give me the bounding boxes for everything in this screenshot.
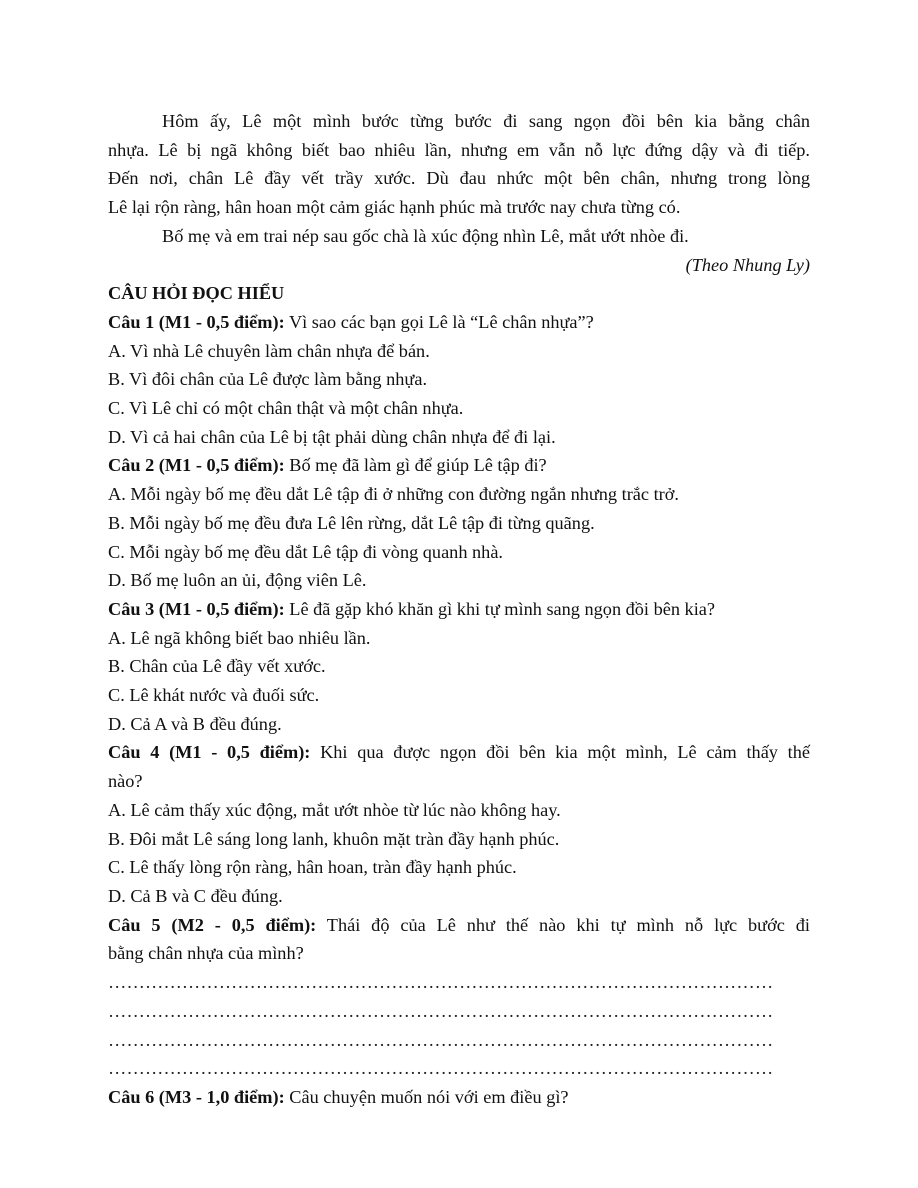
option-4d: D. Cả B và C đều đúng. bbox=[108, 885, 283, 906]
answer-line-1[interactable]: ……………………………………………………………………………………………… bbox=[108, 972, 774, 993]
question-label: Câu 2 (M1 - 0,5 điểm): bbox=[108, 455, 285, 476]
question-text: Lê đã gặp khó khăn gì khi tự mình sang ngọn đồi bên kia? bbox=[284, 598, 715, 619]
passage-line-4: Lê lại rộn ràng, hân hoan một cảm giác hạnh phúc mà trước nay chưa từng có. bbox=[108, 197, 681, 218]
passage-line-1: Hôm ấy, Lê một mình bước từng bước đi sang ngọn đồi bên kia bằng chân bbox=[162, 111, 810, 131]
answer-line-2[interactable]: ……………………………………………………………………………………………… bbox=[108, 1000, 774, 1021]
option-4a: A. Lê cảm thấy xúc động, mắt ướt nhòe từ lúc nào không hay. bbox=[108, 799, 561, 820]
passage-source: (Theo Nhung Ly) bbox=[685, 254, 810, 275]
passage-line-3: Đến nơi, chân Lê đầy vết trầy xước. Dù đau nhức một bên chân, nhưng trong lòng bbox=[108, 168, 810, 189]
option-1b: B. Vì đôi chân của Lê được làm bằng nhựa. bbox=[108, 369, 428, 390]
question-4-continued: nào? bbox=[108, 771, 143, 792]
question-label: Câu 6 (M3 - 1,0 điểm): bbox=[108, 1086, 285, 1107]
option-2d: D. Bố mẹ luôn an ủi, động viên Lê. bbox=[108, 570, 367, 591]
question-1 bbox=[108, 308, 810, 337]
option-4b: B. Đôi mắt Lê sáng long lanh, khuôn mặt tràn đầy hạnh phúc. bbox=[108, 828, 560, 849]
option-1c: C. Vì Lê chỉ có một chân thật và một chân nhựa. bbox=[108, 398, 464, 419]
question-text: Vì sao các bạn gọi Lê là “Lê chân nhựa”? bbox=[284, 311, 594, 332]
question-3 bbox=[108, 595, 810, 624]
option-1a: A. Vì nhà Lê chuyên làm chân nhựa để bán. bbox=[108, 340, 430, 361]
document-page bbox=[108, 107, 810, 1112]
question-6 bbox=[108, 1083, 810, 1112]
option-3d: D. Cả A và B đều đúng. bbox=[108, 713, 282, 734]
question-label: Câu 3 (M1 - 0,5 điểm): bbox=[108, 598, 285, 619]
option-2b: B. Mỗi ngày bố mẹ đều đưa Lê lên rừng, dắt Lê tập đi từng quãng. bbox=[108, 512, 595, 533]
answer-line-3[interactable]: ……………………………………………………………………………………………… bbox=[108, 1029, 774, 1050]
question-text: Khi qua được ngọn đồi bên kia một mình, Lê cảm thấy thế bbox=[310, 742, 810, 763]
passage-paragraph-2: Bố mẹ và em trai nép sau gốc chà là xúc động nhìn Lê, mắt ướt nhòe đi. bbox=[162, 225, 689, 246]
question-4 bbox=[108, 738, 810, 767]
option-3a: A. Lê ngã không biết bao nhiêu lần. bbox=[108, 627, 371, 648]
question-text: Thái độ của Lê như thế nào khi tự mình nỗ lực bước đi bbox=[316, 914, 810, 935]
question-5-continued: bằng chân nhựa của mình? bbox=[108, 943, 304, 964]
question-label: Câu 1 (M1 - 0,5 điểm): bbox=[108, 311, 285, 332]
option-2c: C. Mỗi ngày bố mẹ đều dắt Lê tập đi vòng quanh nhà. bbox=[108, 541, 504, 562]
question-2 bbox=[108, 451, 810, 480]
question-text: Bố mẹ đã làm gì để giúp Lê tập đi? bbox=[284, 455, 547, 476]
option-4c: C. Lê thấy lòng rộn ràng, hân hoan, tràn đầy hạnh phúc. bbox=[108, 857, 517, 878]
question-label: Câu 5 (M2 - 0,5 điểm): bbox=[108, 914, 317, 935]
option-1d: D. Vì cả hai chân của Lê bị tật phải dùng chân nhựa để đi lại. bbox=[108, 426, 556, 447]
question-label: Câu 4 (M1 - 0,5 điểm): bbox=[108, 742, 311, 763]
option-2a: A. Mỗi ngày bố mẹ đều dắt Lê tập đi ở những con đường ngắn nhưng trắc trở. bbox=[108, 484, 679, 505]
passage-line-2: nhựa. Lê bị ngã không biết bao nhiêu lần, nhưng em vẫn nỗ lực đứng dậy và đi tiếp. bbox=[108, 139, 810, 160]
option-3c: C. Lê khát nước và đuối sức. bbox=[108, 685, 320, 706]
option-3b: B. Chân của Lê đầy vết xước. bbox=[108, 656, 326, 677]
question-5 bbox=[108, 911, 810, 940]
question-text: Câu chuyện muốn nói với em điều gì? bbox=[284, 1086, 569, 1107]
section-title: CÂU HỎI ĐỌC HIỂU bbox=[108, 283, 285, 304]
answer-line-4[interactable]: ……………………………………………………………………………………………… bbox=[108, 1058, 774, 1079]
